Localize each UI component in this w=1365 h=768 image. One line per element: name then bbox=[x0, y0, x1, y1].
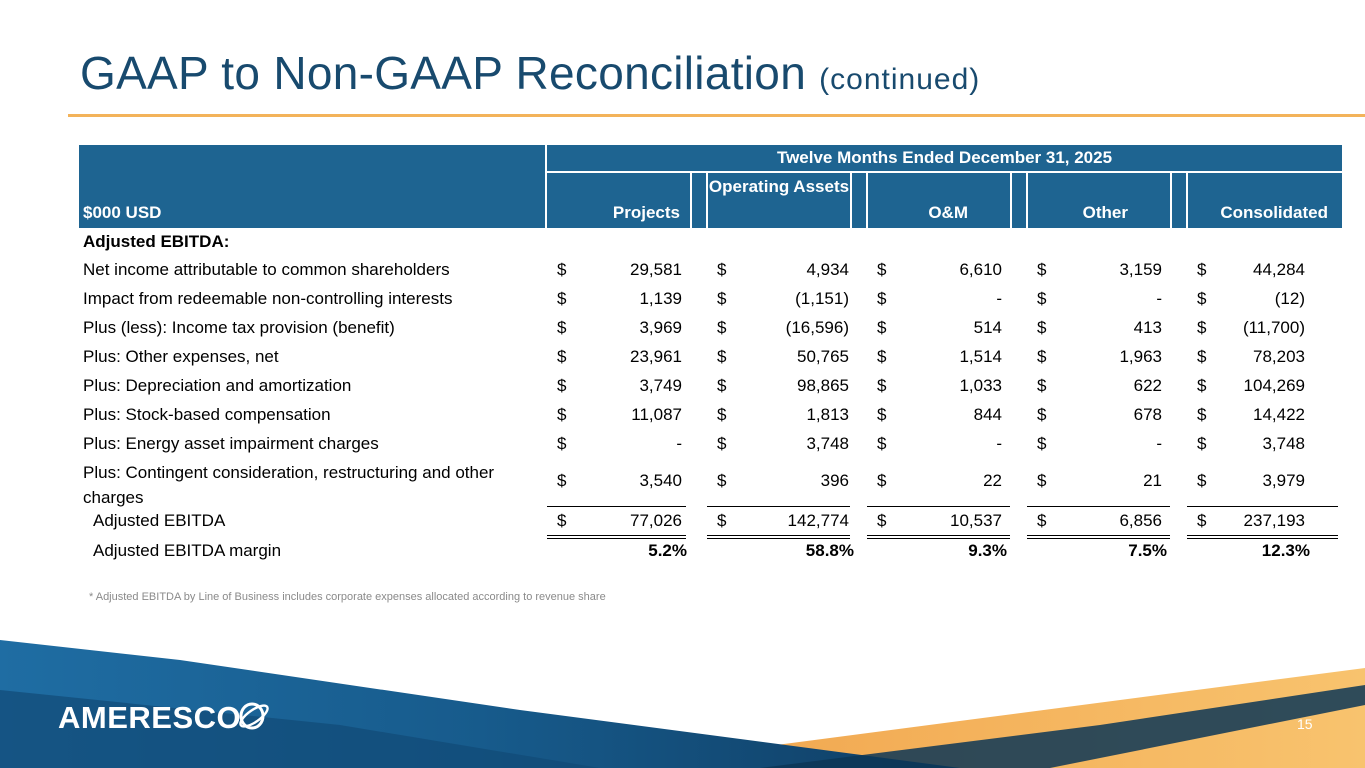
currency-symbol: $ bbox=[1037, 347, 1047, 366]
footer-band bbox=[0, 630, 1365, 768]
currency-symbol: $ bbox=[1037, 376, 1047, 395]
column-header-consolidated: Consolidated bbox=[1188, 173, 1342, 228]
margin-row bbox=[79, 537, 1342, 566]
cell-value: (11,700) bbox=[1242, 318, 1305, 337]
cell-value: 1,813 bbox=[806, 405, 849, 424]
currency-symbol: $ bbox=[717, 347, 727, 366]
page-number: 15 bbox=[1297, 716, 1313, 732]
total-double-rule bbox=[867, 535, 1010, 539]
column-header-om: O&M bbox=[868, 173, 1010, 228]
row-label: Plus: Stock-based compensation bbox=[83, 405, 331, 424]
currency-symbol: $ bbox=[1037, 318, 1047, 337]
currency-symbol: $ bbox=[1197, 434, 1207, 453]
currency-symbol: $ bbox=[557, 434, 567, 453]
cell-value: 3,748 bbox=[806, 434, 849, 453]
currency-symbol: $ bbox=[557, 289, 567, 308]
cell-value: 9.3% bbox=[968, 541, 1007, 560]
cell-value: 58.8% bbox=[805, 541, 854, 560]
currency-symbol: $ bbox=[1197, 318, 1207, 337]
currency-symbol: $ bbox=[877, 289, 887, 308]
row-label: Impact from redeemable non-controlling interests bbox=[83, 289, 453, 308]
cell-value: 678 bbox=[1133, 405, 1162, 424]
currency-symbol: $ bbox=[1037, 471, 1047, 490]
cell-value: 50,765 bbox=[797, 347, 849, 366]
table-row bbox=[79, 343, 1342, 372]
currency-symbol: $ bbox=[717, 405, 727, 424]
cell-value: - bbox=[996, 434, 1002, 453]
currency-symbol: $ bbox=[557, 260, 567, 279]
cell-value: 413 bbox=[1133, 318, 1162, 337]
currency-symbol: $ bbox=[1037, 434, 1047, 453]
currency-symbol: $ bbox=[1037, 260, 1047, 279]
row-label: Plus (less): Income tax provision (benefit) bbox=[83, 318, 395, 337]
cell-value: 7.5% bbox=[1128, 541, 1167, 560]
currency-symbol: $ bbox=[557, 376, 567, 395]
cell-value: 98,865 bbox=[797, 376, 849, 395]
cell-value: 3,159 bbox=[1119, 260, 1162, 279]
row-label: Plus: Contingent consideration, restructuring and other charges bbox=[83, 463, 495, 507]
currency-symbol: $ bbox=[557, 347, 567, 366]
row-label: Net income attributable to common shareholders bbox=[83, 260, 450, 279]
cell-value: 237,193 bbox=[1243, 511, 1305, 530]
cell-value: 22 bbox=[983, 471, 1002, 490]
subtotal-rule bbox=[1027, 506, 1170, 507]
currency-symbol: $ bbox=[717, 318, 727, 337]
currency-symbol: $ bbox=[717, 471, 727, 490]
currency-symbol: $ bbox=[1037, 289, 1047, 308]
currency-symbol: $ bbox=[717, 289, 727, 308]
cell-value: 3,540 bbox=[639, 471, 682, 490]
cell-value: 78,203 bbox=[1253, 347, 1305, 366]
table-row bbox=[79, 401, 1342, 430]
cell-value: 1,514 bbox=[959, 347, 1002, 366]
cell-value: 29,581 bbox=[630, 260, 682, 279]
table-header-unit: $000 USD bbox=[79, 145, 545, 228]
cell-value: 23,961 bbox=[630, 347, 682, 366]
currency-symbol: $ bbox=[1197, 376, 1207, 395]
currency-symbol: $ bbox=[717, 511, 727, 530]
currency-symbol: $ bbox=[557, 318, 567, 337]
cell-value: 3,979 bbox=[1262, 471, 1305, 490]
ameresco-logo-mark-icon bbox=[232, 694, 276, 738]
cell-value: 1,963 bbox=[1119, 347, 1162, 366]
currency-symbol: $ bbox=[877, 511, 887, 530]
currency-symbol: $ bbox=[877, 434, 887, 453]
currency-symbol: $ bbox=[557, 511, 567, 530]
page-title: GAAP to Non-GAAP Reconciliation (continued) bbox=[80, 47, 981, 99]
cell-value: 44,284 bbox=[1253, 260, 1305, 279]
subtotal-rule bbox=[1187, 506, 1338, 507]
subtotal-rule bbox=[547, 506, 686, 507]
cell-value: - bbox=[996, 289, 1002, 308]
total-row bbox=[79, 507, 1342, 536]
column-header-other: Other bbox=[1028, 173, 1170, 228]
cell-value: - bbox=[1156, 434, 1162, 453]
cell-value: 104,269 bbox=[1243, 376, 1305, 395]
total-double-rule bbox=[1187, 535, 1338, 539]
table-header-period: Twelve Months Ended December 31, 2025 bbox=[547, 145, 1342, 171]
currency-symbol: $ bbox=[1037, 511, 1047, 530]
currency-symbol: $ bbox=[1197, 260, 1207, 279]
currency-symbol: $ bbox=[877, 376, 887, 395]
currency-symbol: $ bbox=[1197, 471, 1207, 490]
total-double-rule bbox=[1027, 535, 1170, 539]
column-header-projects: Projects bbox=[547, 173, 690, 228]
cell-value: 5.2% bbox=[648, 541, 687, 560]
cell-value: 6,610 bbox=[959, 260, 1002, 279]
cell-value: (1,151) bbox=[795, 289, 849, 308]
table-row bbox=[79, 430, 1342, 459]
currency-symbol: $ bbox=[717, 376, 727, 395]
cell-value: 844 bbox=[973, 405, 1002, 424]
cell-value: 21 bbox=[1143, 471, 1162, 490]
total-double-rule bbox=[707, 535, 850, 539]
row-label: Plus: Depreciation and amortization bbox=[83, 376, 352, 395]
cell-value: 1,139 bbox=[639, 289, 682, 308]
cell-value: 10,537 bbox=[950, 511, 1002, 530]
cell-value: 4,934 bbox=[806, 260, 849, 279]
ameresco-logo: AMERESCO bbox=[58, 700, 242, 735]
total-double-rule bbox=[547, 535, 686, 539]
row-label: Adjusted EBITDA margin bbox=[93, 541, 282, 560]
currency-symbol: $ bbox=[557, 405, 567, 424]
cell-value: 514 bbox=[973, 318, 1002, 337]
cell-value: - bbox=[676, 434, 682, 453]
currency-symbol: $ bbox=[1197, 347, 1207, 366]
cell-value: 3,748 bbox=[1262, 434, 1305, 453]
currency-symbol: $ bbox=[717, 260, 727, 279]
cell-value: 142,774 bbox=[787, 511, 849, 530]
row-label: Plus: Energy asset impairment charges bbox=[83, 434, 379, 453]
cell-value: 3,749 bbox=[639, 376, 682, 395]
currency-symbol: $ bbox=[1197, 405, 1207, 424]
cell-value: 77,026 bbox=[630, 511, 682, 530]
footnote: * Adjusted EBITDA by Line of Business includes corporate expenses allocated according to revenue share bbox=[89, 591, 606, 603]
cell-value: 396 bbox=[820, 471, 849, 490]
subtotal-rule bbox=[867, 506, 1010, 507]
currency-symbol: $ bbox=[1197, 511, 1207, 530]
cell-value: - bbox=[1156, 289, 1162, 308]
subtotal-rule bbox=[707, 506, 850, 507]
cell-value: 622 bbox=[1133, 376, 1162, 395]
table-row bbox=[79, 372, 1342, 401]
title-divider bbox=[68, 114, 1365, 117]
row-label: Adjusted EBITDA bbox=[93, 511, 226, 530]
currency-symbol: $ bbox=[877, 405, 887, 424]
currency-symbol: $ bbox=[877, 471, 887, 490]
currency-symbol: $ bbox=[877, 318, 887, 337]
table-row bbox=[79, 314, 1342, 343]
cell-value: 1,033 bbox=[959, 376, 1002, 395]
currency-symbol: $ bbox=[557, 471, 567, 490]
cell-value: 6,856 bbox=[1119, 511, 1162, 530]
column-header-operating-assets: Operating Assets bbox=[708, 173, 850, 228]
currency-symbol: $ bbox=[877, 260, 887, 279]
currency-symbol: $ bbox=[717, 434, 727, 453]
currency-symbol: $ bbox=[877, 347, 887, 366]
currency-symbol: $ bbox=[1197, 289, 1207, 308]
cell-value: 14,422 bbox=[1253, 405, 1305, 424]
row-label: Plus: Other expenses, net bbox=[83, 347, 279, 366]
section-label-row: Adjusted EBITDA: bbox=[83, 232, 230, 251]
cell-value: 11,087 bbox=[631, 405, 682, 424]
cell-value: (12) bbox=[1274, 289, 1305, 308]
cell-value: 3,969 bbox=[639, 318, 682, 337]
table-row bbox=[79, 285, 1342, 314]
cell-value: (16,596) bbox=[785, 318, 849, 337]
table-row bbox=[79, 256, 1342, 285]
currency-symbol: $ bbox=[1037, 405, 1047, 424]
cell-value: 12.3% bbox=[1261, 541, 1310, 560]
